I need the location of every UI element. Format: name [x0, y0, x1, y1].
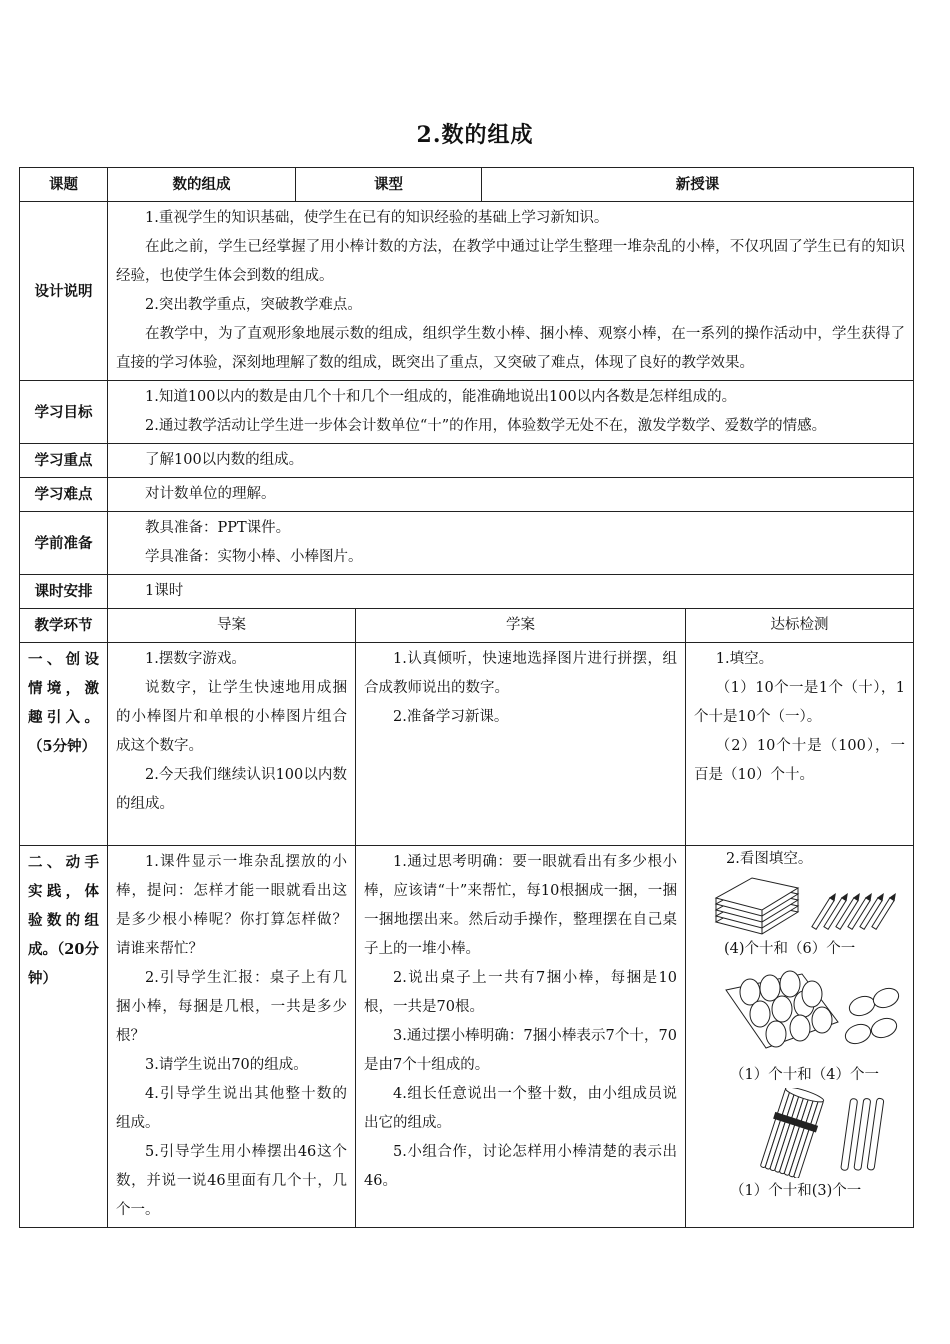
page-title: 2.数的组成	[416, 122, 534, 148]
guide-line: 3.请学生说出70的组成。	[145, 1057, 308, 1073]
stage1-guide	[108, 643, 356, 846]
stage2-label: 二、动手实践，体验数的组成。（20分钟）	[20, 846, 108, 1228]
check-title: 2.看图填空。	[726, 851, 813, 867]
difficulty-row	[20, 478, 914, 512]
col-guide-header: 导案	[108, 609, 356, 643]
label-difficulty: 学习难点	[20, 478, 108, 512]
study-line: 1.认真倾听，快速地选择图片进行拼摆，组合成教师说出的数字。	[364, 651, 677, 696]
label-sections: 教学环节	[20, 609, 108, 643]
type-value: 新授课	[482, 168, 914, 202]
label-key-point: 学习重点	[20, 444, 108, 478]
figure3-caption: （1）个十和(3)个一	[730, 1183, 862, 1199]
pencils-icon	[812, 893, 897, 930]
stick-bundle-figure	[690, 1088, 900, 1178]
schedule-text: 1课时	[145, 583, 184, 599]
study-line: 2.准备学习新课。	[393, 709, 509, 725]
label-goals: 学习目标	[20, 381, 108, 444]
goals-content	[108, 381, 914, 444]
label-schedule: 课时安排	[20, 575, 108, 609]
label-preparation: 学前准备	[20, 512, 108, 575]
stage1-row	[20, 643, 914, 846]
egg-tray-icon	[726, 971, 838, 1048]
stage2-check	[686, 846, 914, 1228]
stacked-bundles-icon	[716, 878, 798, 934]
design-paragraph: 1.重视学生的知识基础，使学生在已有的知识经验的基础上学习新知识。	[145, 210, 609, 226]
key-point-row	[20, 444, 914, 478]
check-line: （2）10个十是（100），一百是（10）个十。	[694, 738, 906, 783]
stick-bundle-icon	[758, 1088, 826, 1178]
col-study-header: 学案	[356, 609, 686, 643]
stage2-row	[20, 846, 914, 1228]
egg-tray-figure	[690, 962, 900, 1062]
guide-line: 4.引导学生说出其他整十数的组成。	[116, 1086, 347, 1131]
stage1-check	[686, 643, 914, 846]
goal-paragraph: 1.知道100以内的数是由几个十和几个一组成的，能准确地说出100以内各数是怎样组成的。	[145, 389, 737, 405]
study-line: 5.小组合作，讨论怎样用小棒清楚的表示出46。	[364, 1144, 677, 1189]
loose-sticks-icon	[841, 1094, 884, 1174]
study-line: 2.说出桌子上一共有7捆小棒，每捆是10根，一共是70根。	[364, 970, 677, 1015]
goals-row	[20, 381, 914, 444]
topic-value: 数的组成	[108, 168, 296, 202]
figure1-caption: (4)个十和（6）个一	[724, 941, 856, 957]
study-line: 1.通过思考明确：要一眼就看出有多少根小棒，应该请“十”来帮忙，每10根捆成一捆，一捆一捆地摆出来。然后动手操作，整理摆在自己桌子上的一堆小棒。	[364, 854, 677, 957]
check-line: （1）10个一是1个（十），1个十是10个（一）。	[694, 680, 906, 725]
figure2-caption: （1）个十和（4）个一	[730, 1067, 879, 1083]
key-point-text: 了解100以内数的组成。	[145, 452, 304, 468]
difficulty-text: 对计数单位的理解。	[145, 486, 276, 502]
design-row	[20, 202, 914, 381]
preparation-row	[20, 512, 914, 575]
design-content	[108, 202, 914, 381]
stage1-label: 一、创设情境，激趣引入。（5分钟）	[20, 643, 108, 846]
stacked-bundles-pencils-figure	[690, 872, 900, 936]
loose-eggs-icon	[843, 985, 900, 1047]
guide-line: 说数字，让学生快速地用成捆的小棒图片和单根的小棒图片组合成这个数字。	[116, 680, 347, 754]
preparation-line: 教具准备：PPT课件。	[145, 520, 291, 536]
design-paragraph: 在此之前，学生已经掌握了用小棒计数的方法，在教学中通过让学生整理一堆杂乱的小棒，不仅巩固了学生已有的知识经验，也使学生体会到数的组成。	[116, 239, 906, 284]
lesson-plan-table	[19, 167, 914, 1228]
stage2-guide	[108, 846, 356, 1228]
header-row	[20, 168, 914, 202]
design-paragraph: 在教学中，为了直观形象地展示数的组成，组织学生数小棒、捆小棒、观察小棒，在一系列的操作活动中，学生获得了直接的学习体验，深刻地理解了数的组成，既突出了重点，又突破了难点，体现了良好的教学效果。	[116, 326, 906, 371]
design-paragraph: 2.突出教学重点，突破教学难点。	[145, 297, 362, 313]
sections-header-row	[20, 609, 914, 643]
stage2-study	[356, 846, 686, 1228]
goal-paragraph: 2.通过教学活动让学生进一步体会计数单位“十”的作用，体验数学无处不在，激发学数学、爱数学的情感。	[145, 418, 827, 434]
guide-line: 1.摆数字游戏。	[145, 651, 246, 667]
label-design: 设计说明	[20, 202, 108, 381]
check-line: 1.填空。	[715, 651, 774, 667]
preparation-line: 学具准备：实物小棒、小棒图片。	[145, 549, 363, 565]
guide-line: 2.引导学生汇报：桌子上有几捆小棒，每捆是几根，一共是多少根？	[116, 970, 347, 1044]
study-line: 3.通过摆小棒明确：7捆小棒表示7个十，70是由7个十组成的。	[364, 1028, 677, 1073]
label-topic: 课题	[20, 168, 108, 202]
guide-line: 2.今天我们继续认识100以内数的组成。	[116, 767, 347, 812]
col-check-header: 达标检测	[686, 609, 914, 643]
label-type: 课型	[296, 168, 482, 202]
stage1-study	[356, 643, 686, 846]
schedule-row	[20, 575, 914, 609]
study-line: 4.组长任意说出一个整十数，由小组成员说出它的组成。	[364, 1086, 677, 1131]
guide-line: 1.课件显示一堆杂乱摆放的小棒，提问：怎样才能一眼就看出这是多少根小棒呢？你打算怎样做？请谁来帮忙？	[116, 854, 347, 957]
guide-line: 5.引导学生用小棒摆出46这个数，并说一说46里面有几个十，几个一。	[116, 1144, 347, 1218]
